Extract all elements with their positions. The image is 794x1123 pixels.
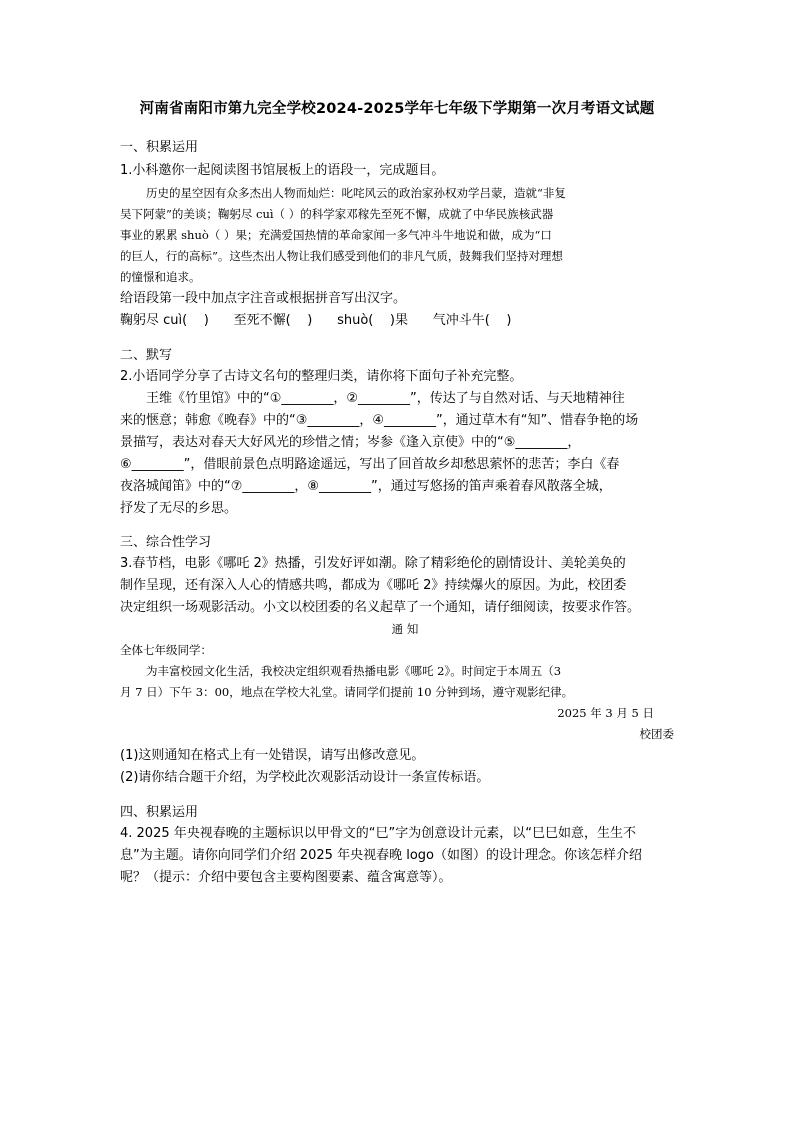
question-2-stem: 2.小语同学分享了古诗文名句的整理归类，请你将下面句子补充完整。 xyxy=(120,369,523,384)
passage-line: 的憧憬和追求。 xyxy=(120,270,201,284)
notice-body-line: 为丰富校园文化生活，我校决定组织观看热播电影《哪吒 2》。时间定于本周五（3 xyxy=(146,664,562,678)
section-2 xyxy=(120,346,690,520)
question-2-line: 来的惬意；韩愈《晚春》中的“③________，④________”，通过草木有“知”、惜春争艳的场 xyxy=(120,413,639,428)
notice-body-line: 月 7 日）下午 3：00，地点在学校大礼堂。请同学们提前 10 分钟到场，遵守观影纪律。 xyxy=(120,685,574,699)
notice-signature: 校团委 xyxy=(639,727,674,741)
section-4 xyxy=(120,803,690,889)
question-2-line: 王维《竹里馆》中的“①________，②________”，传达了与自然对话、与天地精神往 xyxy=(146,391,625,406)
question-4-line: 4. 2025 年央视春晚的主题标识以甲骨文的“巳”字为创意设计元素，以“巳巳如意，生生不 xyxy=(120,826,636,841)
question-1-answer-blanks: 鞠躬尽 cuì( ) 至死不懈( ) shuò( )果 气冲斗牛( ) xyxy=(120,313,512,328)
question-1-instruction: 给语段第一段中加点字注音或根据拼音写出汉字。 xyxy=(120,291,407,306)
question-3-line: 制作呈现，还有深入人心的情感共鸣，都成为《哪吒 2》持续爆火的原因。为此，校团委 xyxy=(120,578,627,593)
section-3 xyxy=(120,533,690,789)
section-1-heading: 一、积累运用 xyxy=(120,140,199,155)
question-3-sub-2: (2)请你结合题干介绍，为学校此次观影活动设计一条宣传标语。 xyxy=(120,770,490,785)
page-title: 河南省南阳市第九完全学校2024-2025学年七年级下学期第一次月考语文试题 xyxy=(139,101,655,117)
question-2-line: 抒发了无尽的乡思。 xyxy=(120,501,238,516)
question-1-stem: 1.小科邀你一起阅读图书馆展板上的语段一，完成题目。 xyxy=(120,163,445,178)
question-2-line: 景描写，表达对春天大好风光的珍惜之情；岑参《逢入京使》中的“⑤________， xyxy=(120,435,581,450)
question-2-line: 夜洛城闻笛》中的“⑦________，⑧________”，通过写悠扬的笛声乘着春风散落全城， xyxy=(120,479,612,494)
question-3-line: 决定组织一场观影活动。小文以校团委的名义起草了一个通知，请仔细阅读，按要求作答。 xyxy=(120,600,641,615)
passage-line: 事业的累累 shuò（ ）果；充满爱国热情的革命家闻一多气冲斗牛地说和做，成为“口 xyxy=(120,228,552,242)
notice-salutation: 全体七年级同学： xyxy=(120,643,212,657)
section-4-heading: 四、积累运用 xyxy=(120,805,199,820)
notice-title: 通 知 xyxy=(391,622,419,636)
question-3-line: 3.春节档，电影《哪吒 2》热播，引发好评如潮。除了精彩绝伦的剧情设计、美轮美奂的 xyxy=(120,556,626,571)
question-3-sub-1: (1)这则通知在格式上有一处错误，请写出修改意见。 xyxy=(120,748,425,763)
notice-date: 2025 年 3 月 5 日 xyxy=(557,706,654,720)
question-4-line: 息”为主题。请你向同学们介绍 2025 年央视春晚 logo（如图）的设计理念。你该怎样介绍 xyxy=(120,848,642,863)
passage xyxy=(120,183,690,288)
section-2-heading: 二、默写 xyxy=(120,348,173,363)
passage-line: 的巨人，行的高标”。这些杰出人物让我们感受到他们的非凡气质，鼓舞我们坚持对理想 xyxy=(120,249,563,263)
passage-line: 历史的星空因有众多杰出人物而灿烂：叱咤风云的政治家孙权劝学吕蒙，造就“非复 xyxy=(146,186,566,200)
passage-line: 吴下阿蒙”的美谈；鞠躬尽 cuì（ ）的科学家邓稼先至死不懈，成就了中华民族核武器 xyxy=(120,207,554,221)
section-3-heading: 三、综合性学习 xyxy=(120,535,212,550)
question-4-line: 呢？（提示：介绍中要包含主要构图要素、蕴含寓意等）。 xyxy=(120,870,452,885)
section-1 xyxy=(120,138,690,332)
question-2-line: ⑥________”，借眼前景色点明路途遥远，写出了回首故乡却愁思萦怀的悲苦；李白《春 xyxy=(120,457,620,472)
